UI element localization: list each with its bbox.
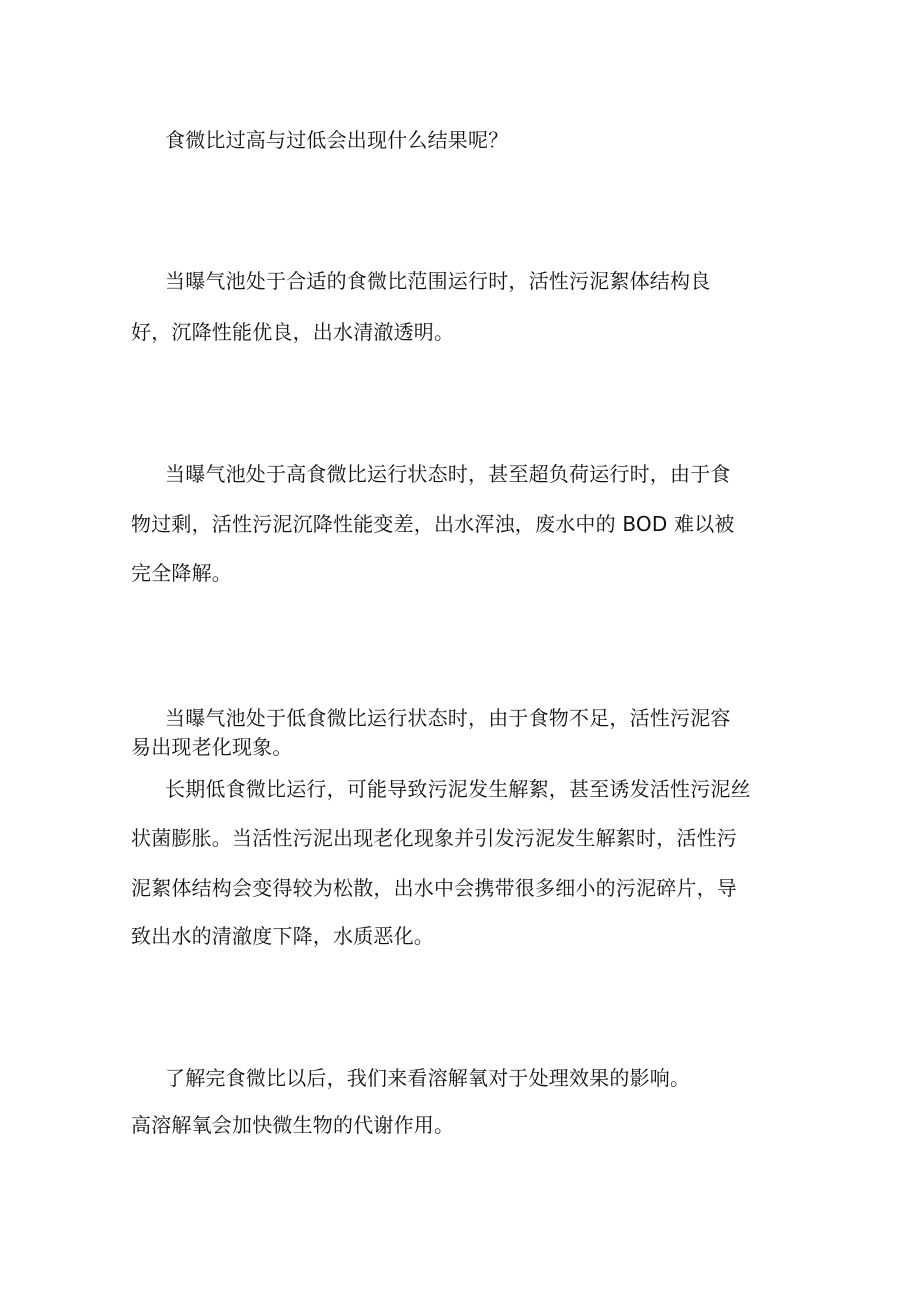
paragraph-2-line-2: 物过剩，活性污泥沉降性能变差，出水浑浊，废水中的 BOD 难以被 (131, 512, 735, 536)
paragraph-4-line-2: 状菌膨胀。当活性污泥出现老化现象并引发污泥发生解絮时，活性污 (131, 826, 737, 850)
paragraph-4-line-1: 长期低食微比运行，可能导致污泥发生解絮，甚至诱发活性污泥丝 (165, 777, 751, 801)
paragraph-2-line-1: 当曝气池处于高食微比运行状态时，甚至超负荷运行时，由于食 (165, 462, 731, 486)
paragraph-5-line-1: 了解完食微比以后，我们来看溶解氧对于处理效果的影响。 (165, 1066, 691, 1090)
heading-question: 食微比过高与过低会出现什么结果呢？ (165, 128, 509, 152)
paragraph-3-line-1: 当曝气池处于低食微比运行状态时，由于食物不足，活性污泥容 (165, 706, 731, 730)
paragraph-4-line-3: 泥絮体结构会变得较为松散，出水中会携带很多细小的污泥碎片，导 (131, 876, 737, 900)
paragraph-1-line-2: 好，沉降性能优良，出水清澈透明。 (131, 320, 455, 344)
paragraph-1-line-1: 当曝气池处于合适的食微比范围运行时，活性污泥絮体结构良 (165, 269, 711, 293)
paragraph-3-line-2: 易出现老化现象。 (131, 735, 293, 759)
paragraph-4-line-4: 致出水的清澈度下降，水质恶化。 (131, 924, 434, 948)
paragraph-6-line-1: 高溶解氧会加快微生物的代谢作用。 (131, 1113, 455, 1137)
paragraph-2-line-3: 完全降解。 (131, 561, 232, 585)
